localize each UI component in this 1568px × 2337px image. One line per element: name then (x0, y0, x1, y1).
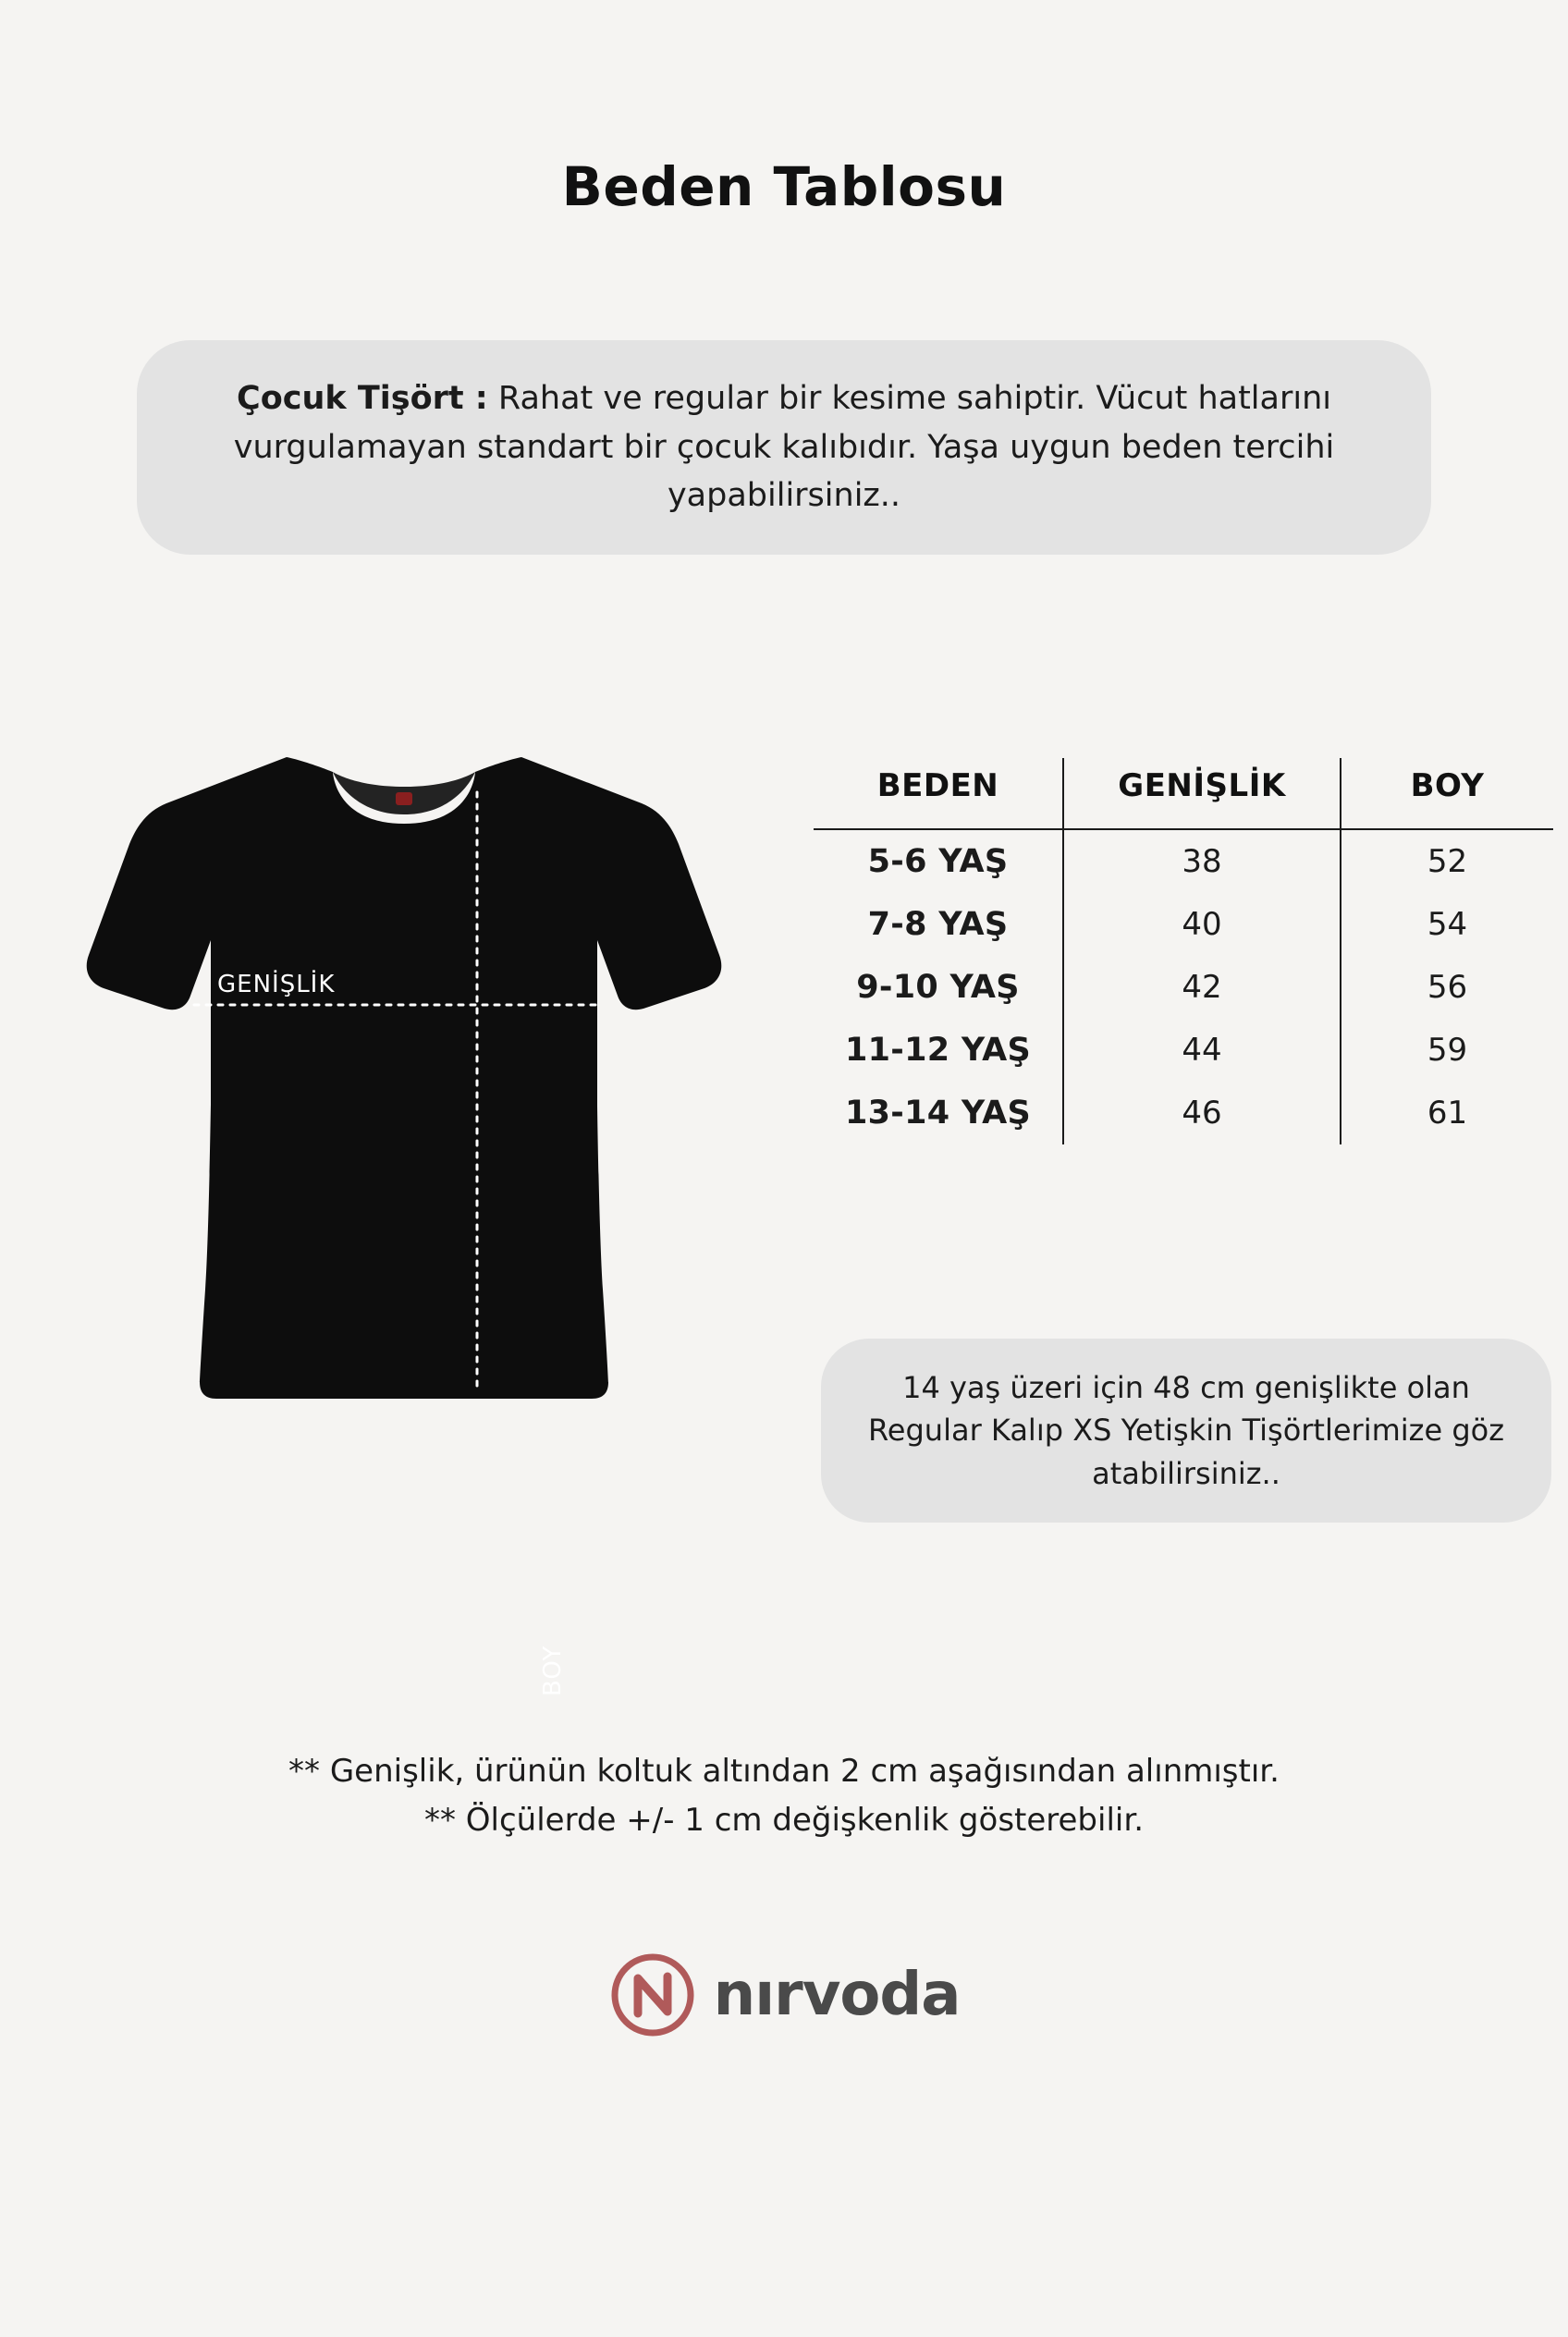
cell-boy: 61 (1341, 1082, 1553, 1144)
column-header-beden: BEDEN (876, 767, 999, 804)
cell-boy: 59 (1341, 1019, 1553, 1082)
table-row (814, 1019, 1553, 1082)
cell-boy: 56 (1341, 956, 1553, 1019)
shirt-length-label: BOY (539, 1645, 567, 1696)
description-lead: Çocuk Tişört : (237, 380, 488, 418)
description-callout (137, 340, 1431, 555)
cell-boy: 52 (1341, 829, 1553, 893)
cell-beden: 5-6 YAŞ (867, 843, 1009, 880)
cell-genislik: 40 (1063, 893, 1341, 956)
table-row (814, 829, 1553, 893)
column-header-boy: BOY (1341, 758, 1553, 829)
cell-genislik: 44 (1063, 1019, 1341, 1082)
cell-beden: 9-10 YAŞ (856, 969, 1020, 1006)
cell-genislik: 42 (1063, 956, 1341, 1019)
size-table (814, 758, 1553, 1144)
cell-genislik: 46 (1063, 1082, 1341, 1144)
table-row (814, 956, 1553, 1019)
table-row (814, 1082, 1553, 1144)
footnote-line-2: ** Ölçülerde +/- 1 cm değişkenlik gösterebilir. (423, 1801, 1145, 1839)
cell-genislik: 38 (1063, 829, 1341, 893)
footnote-line-1: ** Genişlik, ürünün koltuk altından 2 cm aşağısından alınmıştır. (288, 1753, 1280, 1790)
adult-size-note-text: 14 yaş üzeri için 48 cm genişlikte olan Regular Kalıp XS Yetişkin Tişörtlerimize göz atabilirsiniz.. (867, 1370, 1504, 1491)
description-body: Rahat ve regular bir kesime sahiptir. Vücut hatlarını vurgulamayan standart bir çocuk kalıbıdır. Yaşa uygun beden tercihi yapabilirsiniz.. (233, 380, 1335, 515)
cell-boy: 54 (1341, 893, 1553, 956)
cell-beden: 11-12 YAŞ (844, 1032, 1032, 1069)
description-text (196, 374, 1372, 520)
collar-tag-icon (396, 792, 412, 805)
footnotes (0, 1747, 1568, 1844)
brand-name: nırvoda (713, 1961, 961, 2029)
nirvoda-mark-icon (608, 1951, 697, 2039)
tshirt-illustration (55, 735, 832, 1696)
size-table-wrapper (814, 758, 1568, 1144)
cell-beden: 13-14 YAŞ (844, 1095, 1032, 1132)
tshirt-icon (55, 735, 832, 1548)
brand-logo (0, 1951, 1568, 2039)
column-header-genislik: GENİŞLİK (1063, 758, 1341, 829)
shirt-width-label: GENİŞLİK (217, 971, 336, 998)
size-table-head (814, 758, 1553, 829)
size-table-body (814, 829, 1553, 1144)
adult-size-note-callout (821, 1339, 1551, 1523)
cell-beden: 7-8 YAŞ (867, 906, 1009, 943)
table-header-row (814, 758, 1553, 829)
table-row (814, 893, 1553, 956)
page-title: Beden Tablosu (561, 155, 1007, 218)
